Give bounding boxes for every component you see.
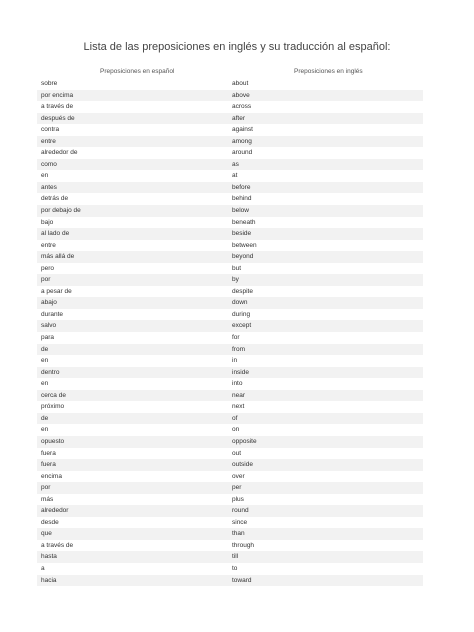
table-row bbox=[37, 113, 423, 125]
english-preposition: beneath bbox=[232, 218, 256, 226]
spanish-preposition: en bbox=[41, 172, 49, 180]
english-preposition: per bbox=[232, 484, 242, 492]
table-row bbox=[37, 494, 423, 506]
table-row bbox=[37, 367, 423, 379]
english-preposition: before bbox=[232, 183, 251, 191]
table-row bbox=[37, 436, 423, 448]
english-preposition: across bbox=[232, 103, 252, 111]
english-preposition: below bbox=[232, 207, 249, 215]
spanish-preposition: fuera bbox=[41, 461, 56, 469]
english-preposition: but bbox=[232, 264, 242, 272]
table-row bbox=[37, 147, 423, 159]
table-row bbox=[37, 78, 423, 90]
spanish-preposition: en bbox=[41, 357, 49, 365]
table-row bbox=[37, 193, 423, 205]
english-preposition: since bbox=[232, 518, 248, 526]
english-preposition: than bbox=[232, 530, 245, 538]
prepositions-table bbox=[37, 78, 423, 586]
spanish-preposition: en bbox=[41, 426, 49, 434]
english-preposition: as bbox=[232, 160, 239, 168]
table-row bbox=[37, 528, 423, 540]
english-preposition: toward bbox=[232, 576, 252, 584]
table-row bbox=[37, 263, 423, 275]
english-preposition: till bbox=[232, 553, 239, 561]
table-row bbox=[37, 378, 423, 390]
english-preposition: beyond bbox=[232, 253, 254, 261]
spanish-preposition: de bbox=[41, 345, 49, 353]
spanish-preposition: pero bbox=[41, 264, 55, 272]
spanish-preposition: detrás de bbox=[41, 195, 69, 203]
table-row bbox=[37, 136, 423, 148]
table-row bbox=[37, 205, 423, 217]
table-row bbox=[37, 540, 423, 552]
table-row bbox=[37, 101, 423, 113]
table-row bbox=[37, 344, 423, 356]
spanish-preposition: por debajo de bbox=[41, 207, 81, 215]
column-header-spanish: Preposiciones en español bbox=[100, 68, 175, 75]
spanish-preposition: alrededor bbox=[41, 507, 69, 515]
spanish-preposition: al lado de bbox=[41, 230, 70, 238]
spanish-preposition: después de bbox=[41, 114, 75, 122]
spanish-preposition: entre bbox=[41, 241, 56, 249]
spanish-preposition: a través de bbox=[41, 541, 74, 549]
table-row bbox=[37, 228, 423, 240]
spanish-preposition: para bbox=[41, 334, 55, 342]
spanish-preposition: por encima bbox=[41, 91, 74, 99]
spanish-preposition: durante bbox=[41, 310, 64, 318]
spanish-preposition: cerca de bbox=[41, 391, 66, 399]
english-preposition: round bbox=[232, 507, 249, 515]
spanish-preposition: más allá de bbox=[41, 253, 75, 261]
spanish-preposition: contra bbox=[41, 126, 60, 134]
spanish-preposition: por bbox=[41, 484, 51, 492]
spanish-preposition: a bbox=[41, 564, 45, 572]
table-row bbox=[37, 517, 423, 529]
table-row bbox=[37, 482, 423, 494]
english-preposition: inside bbox=[232, 368, 249, 376]
spanish-preposition: fuera bbox=[41, 449, 56, 457]
english-preposition: near bbox=[232, 391, 246, 399]
english-preposition: in bbox=[232, 357, 238, 365]
english-preposition: into bbox=[232, 380, 243, 388]
spanish-preposition: salvo bbox=[41, 322, 57, 330]
spanish-preposition: encima bbox=[41, 472, 62, 480]
spanish-preposition: desde bbox=[41, 518, 59, 526]
table-row bbox=[37, 240, 423, 252]
table-row bbox=[37, 575, 423, 587]
english-preposition: on bbox=[232, 426, 240, 434]
english-preposition: opposite bbox=[232, 437, 257, 445]
spanish-preposition: opuesto bbox=[41, 437, 65, 445]
spanish-preposition: antes bbox=[41, 183, 57, 191]
spanish-preposition: hacia bbox=[41, 576, 57, 584]
table-row bbox=[37, 563, 423, 575]
spanish-preposition: como bbox=[41, 160, 57, 168]
english-preposition: out bbox=[232, 449, 242, 457]
english-preposition: for bbox=[232, 334, 240, 342]
english-preposition: outside bbox=[232, 461, 253, 469]
english-preposition: about bbox=[232, 80, 249, 87]
english-preposition: beside bbox=[232, 230, 252, 238]
table-row bbox=[37, 505, 423, 517]
table-row bbox=[37, 390, 423, 402]
table-row bbox=[37, 297, 423, 309]
english-preposition: against bbox=[232, 126, 253, 134]
english-preposition: over bbox=[232, 472, 245, 480]
table-row bbox=[37, 551, 423, 563]
spanish-preposition: en bbox=[41, 380, 49, 388]
spanish-preposition: a pesar de bbox=[41, 287, 72, 295]
spanish-preposition: dentro bbox=[41, 368, 60, 376]
column-header-english: Preposiciones en inglés bbox=[294, 68, 363, 75]
table-row bbox=[37, 459, 423, 471]
table-row bbox=[37, 401, 423, 413]
english-preposition: above bbox=[232, 91, 250, 99]
table-row bbox=[37, 90, 423, 102]
table-row bbox=[37, 448, 423, 460]
table-row bbox=[37, 471, 423, 483]
table-row bbox=[37, 274, 423, 286]
english-preposition: after bbox=[232, 114, 246, 122]
spanish-preposition: que bbox=[41, 530, 52, 538]
english-preposition: among bbox=[232, 137, 252, 145]
spanish-preposition: sobre bbox=[41, 80, 58, 87]
english-preposition: to bbox=[232, 564, 238, 572]
page-title: Lista de las preposiciones en inglés y su traducción al español: bbox=[83, 41, 391, 53]
english-preposition: plus bbox=[232, 495, 244, 503]
spanish-preposition: de bbox=[41, 414, 49, 422]
english-preposition: through bbox=[232, 541, 255, 549]
table-row bbox=[37, 159, 423, 171]
spanish-preposition: alrededor de bbox=[41, 149, 78, 157]
english-preposition: next bbox=[232, 403, 245, 411]
table-row bbox=[37, 413, 423, 425]
spanish-preposition: bajo bbox=[41, 218, 54, 226]
table-row bbox=[37, 182, 423, 194]
english-preposition: at bbox=[232, 172, 238, 180]
table-row bbox=[37, 124, 423, 136]
spanish-preposition: próximo bbox=[41, 403, 65, 411]
spanish-preposition: entre bbox=[41, 137, 56, 145]
english-preposition: down bbox=[232, 299, 248, 307]
spanish-preposition: abajo bbox=[41, 299, 57, 307]
table-row bbox=[37, 251, 423, 263]
table-row bbox=[37, 286, 423, 298]
english-preposition: except bbox=[232, 322, 252, 330]
table-row bbox=[37, 170, 423, 182]
english-preposition: between bbox=[232, 241, 257, 249]
spanish-preposition: más bbox=[41, 495, 54, 503]
english-preposition: despite bbox=[232, 287, 253, 295]
spanish-preposition: por bbox=[41, 276, 51, 284]
table-row bbox=[37, 217, 423, 229]
spanish-preposition: hasta bbox=[41, 553, 57, 561]
spanish-preposition: a través de bbox=[41, 103, 74, 111]
english-preposition: of bbox=[232, 414, 238, 422]
english-preposition: behind bbox=[232, 195, 252, 203]
english-preposition: by bbox=[232, 276, 239, 284]
english-preposition: around bbox=[232, 149, 253, 157]
table-row bbox=[37, 320, 423, 332]
table-row bbox=[37, 332, 423, 344]
english-preposition: during bbox=[232, 310, 251, 318]
table-row bbox=[37, 424, 423, 436]
table-row bbox=[37, 355, 423, 367]
table-row bbox=[37, 309, 423, 321]
english-preposition: from bbox=[232, 345, 245, 353]
